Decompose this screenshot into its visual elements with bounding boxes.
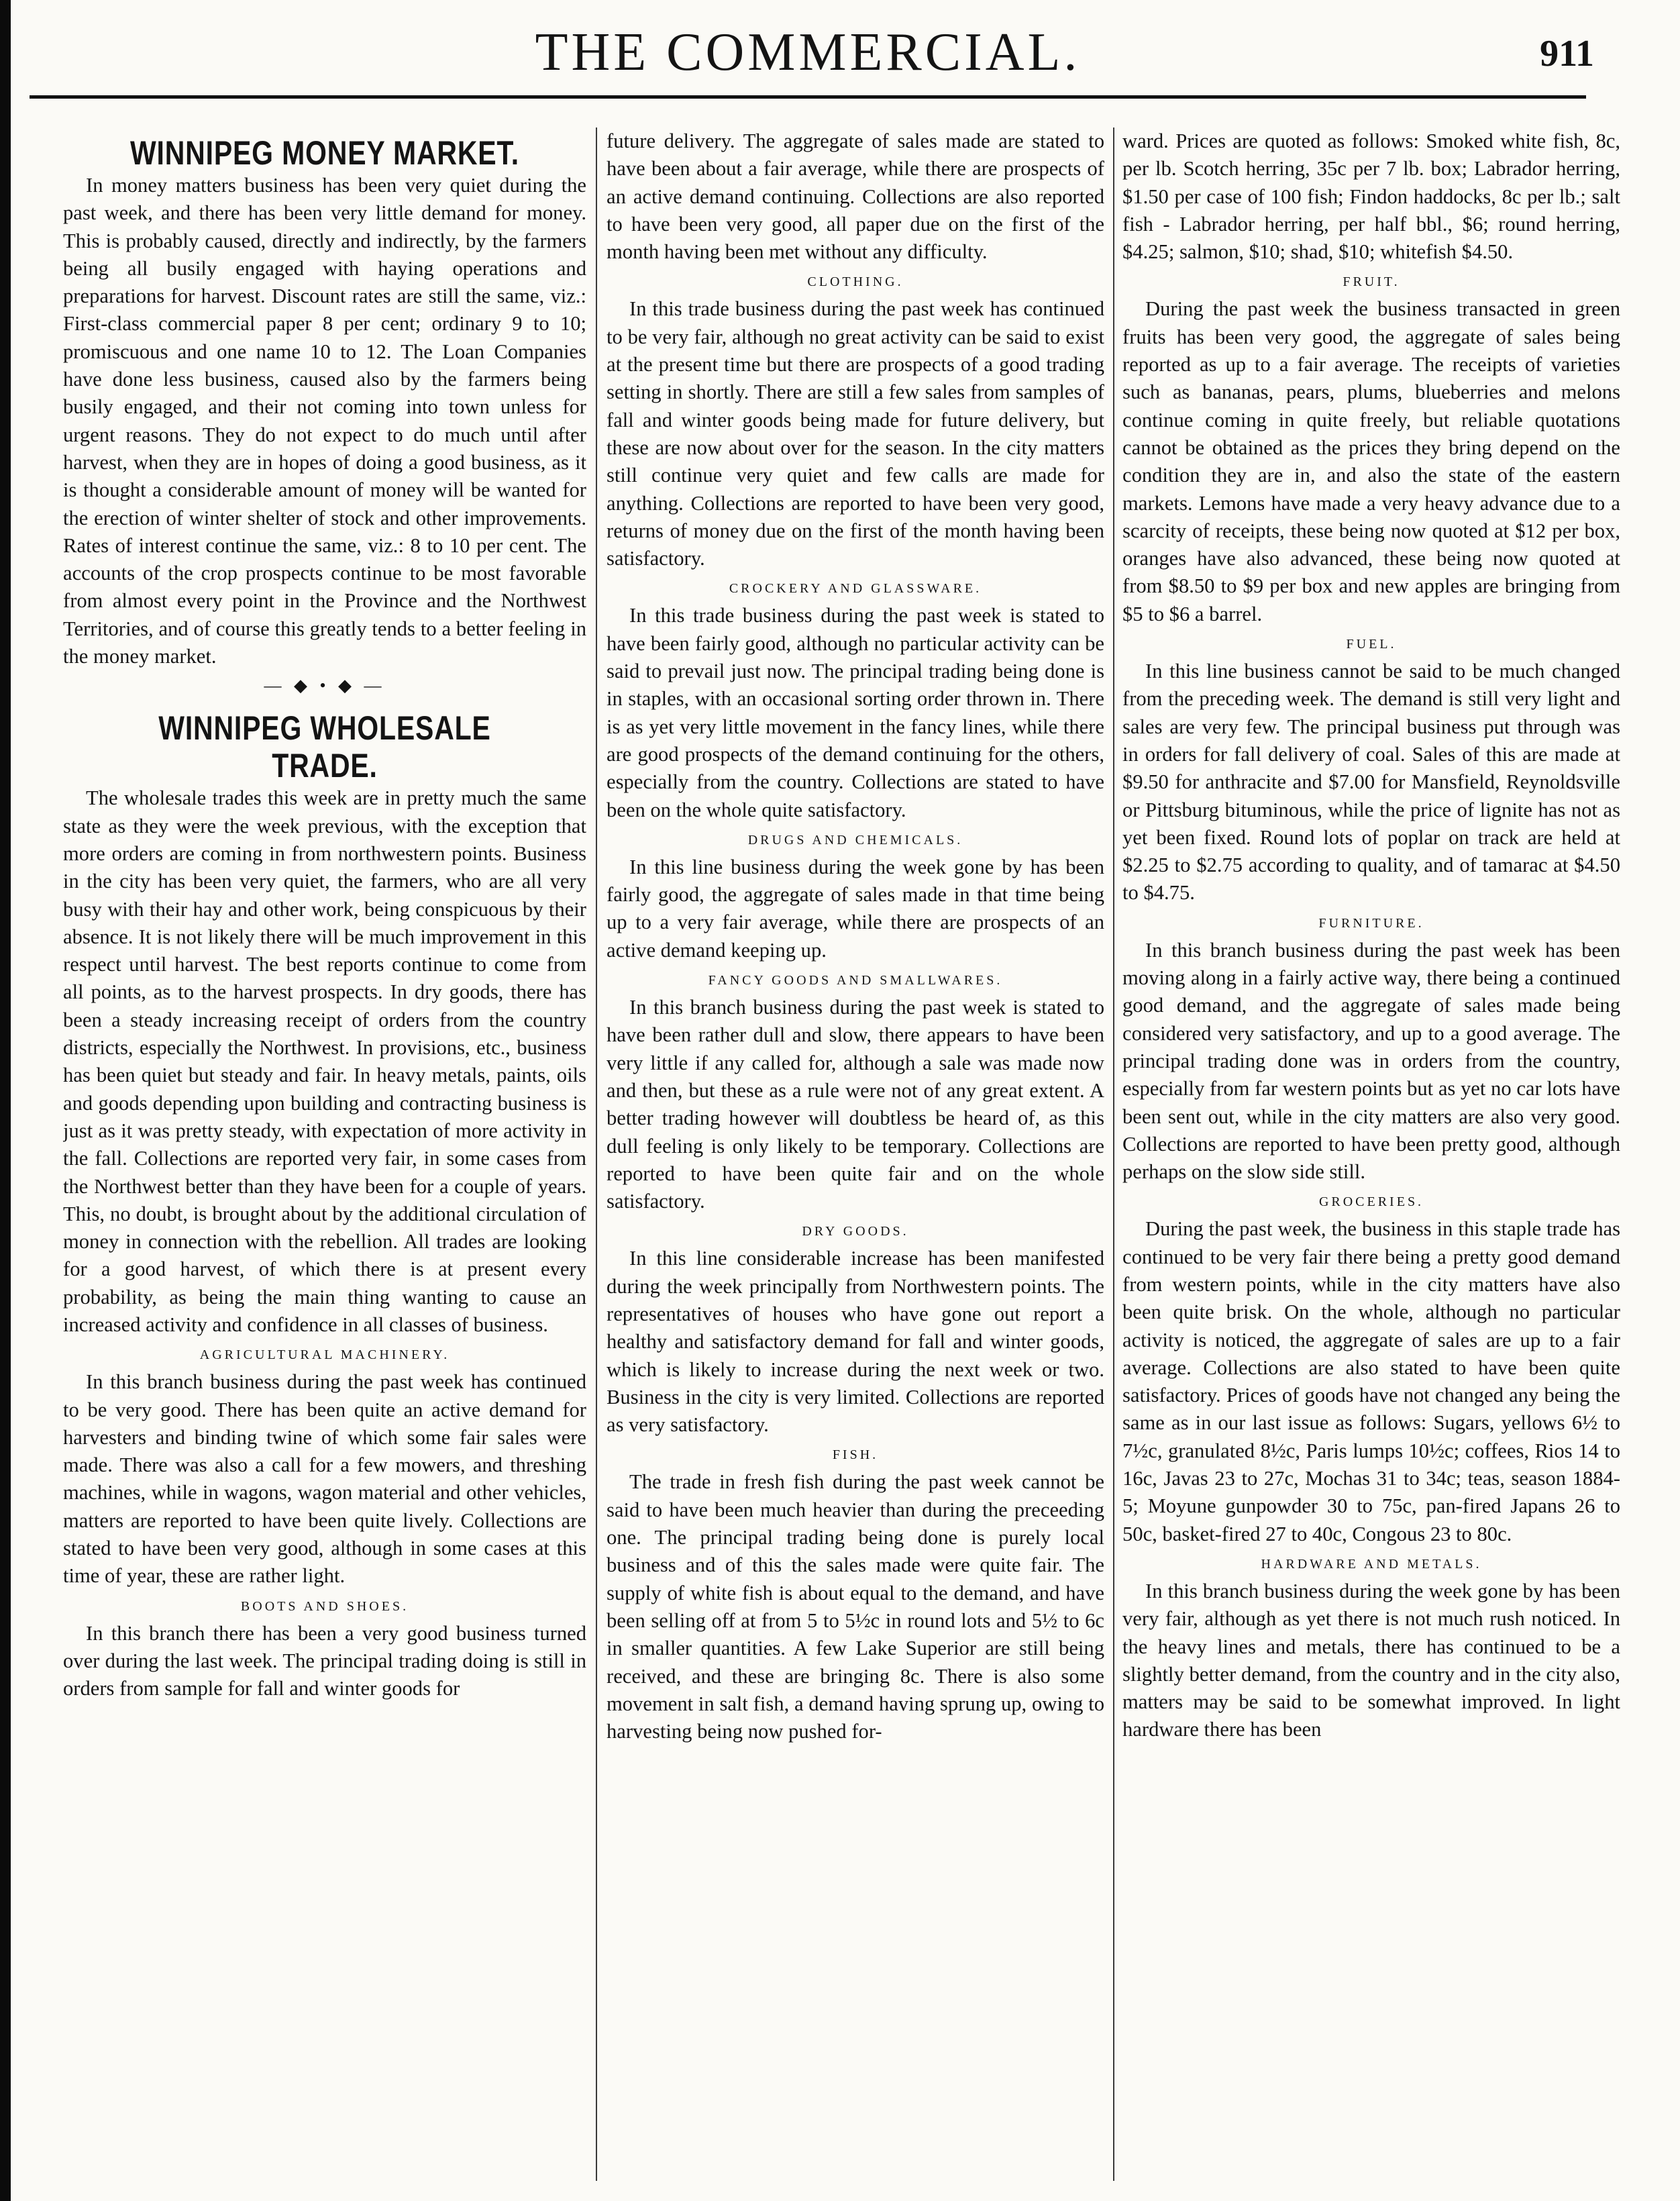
crockery-text: In this trade business during the past week is stated to have been fairly good, although no particular activity can be said to prevail just now. The principal trading being done is in staples, with an occasional sorting order thrown in. There is as yet very little movement in the fancy lines, while there are good prospects of the demand continuing for the others, especially from the country. Collections are stated to have been on the whole quite satisfactory. bbox=[607, 604, 1104, 821]
furniture-text: In this branch business during the past week has been moving along in a fairly active way, there being a continued good demand, and the aggregate of sales made being considered very satisfactory, and up to a good average. The principal trading done was in orders from the country, especially from far western points but as yet no car lots have been sent out, while in the city matters are also very good. Collections are reported to have been pretty good, although perhaps on the slow side still. bbox=[1122, 938, 1620, 1184]
wholesale-trade-intro: The wholesale trades this week are in pretty much the same state as they were the week previous, with the exception that more orders are coming in from northwestern points. Business in the city has been very quiet, the farmers, who are all very busy with their hay and other work, being conspicuous by their absence. It is not likely there will be much improvement in this respect until harvest. The best reports continue to come from all points, as to the harvest prospects. In dry goods, there has been a steady increasing receipt of orders from the country districts, especially the Northwest. In provisions, etc., business has been quiet but steady and fair. In heavy metals, paints, oils and goods depending upon building and contracting business is just as it was pretty steady, with expectation of more activity in the fall. Collections are reported very fair, in some cases from the Northwest better than they have been for a couple of years. This, no doubt, is brought about by the additional circulation of money in connection with the rebellion. All trades are looking for a good harvest, of which there is at present every probability, as being the main thing wanting to cause an increased activity and confidence in all classes of business. bbox=[63, 786, 586, 1336]
fruit-heading: FRUIT. bbox=[1343, 274, 1400, 290]
money-market-article: In money matters business has been very quiet during the past week, and there has been very little demand for money. This is probably caused, directly and indirectly, by the farmers being all busily engaged with haying operations and preparations for harvest. Discount rates are still the same, viz.: First-class commercial paper 8 per cent; ordinary 9 to 10; promiscuous and one name 10 to 12. The Loan Companies have done less business, caused also by the farmers being busily engaged, and their not coming into town unless for urgent reasons. They do not expect to do much until after harvest, when they are in hopes of doing a good business, as it is thought a considerable amount of money will be wanted for the erection of winter shelter of stock and other improvements. Rates of interest continue the same, viz.: 8 to 10 per cent. The accounts of the crop prospects continue to be most favorable from almost every point in the Province and the Northwest Territories, and of course this greatly tends to a better feeling in the money market. bbox=[63, 174, 586, 668]
column-2 bbox=[607, 127, 1104, 2188]
drugs-text: In this line business during the week gone by has been fairly good, the aggregate of sales made in that time being up to a very fair average, while there are prospects of an active demand keeping up. bbox=[607, 855, 1104, 962]
column-1 bbox=[63, 127, 586, 2188]
fuel-heading: FUEL. bbox=[1346, 637, 1397, 652]
drugs-heading: DRUGS AND CHEMICALS. bbox=[747, 832, 963, 848]
fish-text: The trade in fresh fish during the past week cannot be said to have been much heavier than during the preceeding one. The principal trading being done is purely local business and of this the sales made were quite fair. The supply of white fish is about equal to the demand, and have been selling off at from 5 to 5½c in round lots and 5½ to 6c in smaller quantities. A few Lake Superior are still being received, and these are bringing 8c. There is also some movement in salt fish, a demand having sprung up, owing to harvesting being now pushed for- bbox=[607, 1470, 1104, 1743]
wholesale-trade-headline: WINNIPEG WHOLESALE TRADE. bbox=[158, 709, 491, 785]
dry-goods-text: In this line considerable increase has been manifested during the week principally from Northwestern points. The representatives of houses who have gone out report a healthy and satisfactory demand for fall and winter goods, which is likely to increase during the next week or two. Business in the city is very limited. Collections are reported as very satisfactory. bbox=[607, 1247, 1104, 1437]
fancy-goods-heading: FANCY GOODS AND SMALLWARES. bbox=[708, 973, 1003, 988]
page-edge-rule bbox=[0, 0, 11, 2201]
clothing-heading: CLOTHING. bbox=[807, 274, 904, 290]
furniture-heading: FURNITURE. bbox=[1318, 915, 1424, 931]
hardware-heading: HARDWARE AND METALS. bbox=[1261, 1556, 1482, 1572]
column-rule bbox=[1113, 127, 1114, 2181]
column-3 bbox=[1122, 127, 1620, 2188]
dry-goods-heading: DRY GOODS. bbox=[802, 1224, 909, 1239]
fruit-text: During the past week the business transacted in green fruits has been very good, the aggregate of sales being reported as up to a fair average. The receipts of varieties such as bananas, pears, plums, blueberries and melons continue coming in quite freely, but reliable quotations cannot be obtained as the prices they bring depend on the condition they are in, and also the state of the eastern markets. Lemons have made a very heavy advance due to a scarcity of receipts, these being now quoted at $12 per box, oranges have also advanced, these being now quoted at from $8.50 to $9 per box and new apples are bringing from $5 to $6 a barrel. bbox=[1122, 297, 1620, 625]
money-market-headline: WINNIPEG MONEY MARKET. bbox=[130, 134, 519, 172]
boots-shoes-text: In this branch there has been a very good business turned over during the last week. The principal trading doing is still in orders from sample for fall and winter goods for bbox=[63, 1621, 586, 1700]
groceries-heading: GROCERIES. bbox=[1318, 1194, 1424, 1210]
page-number: 911 bbox=[1540, 33, 1594, 74]
boots-shoes-continued: future delivery. The aggregate of sales made are stated to have been about a fair average, while there are prospects of an active demand continuing. Collections are also reported to have been very good, all paper due on the first of the month having been met without any difficulty. bbox=[607, 130, 1104, 264]
column-rule bbox=[596, 127, 597, 2181]
fuel-text: In this line business cannot be said to be much changed from the preceding week. The demand is still very light and sales are very few. The principal business put through was in orders for fall delivery of coal. Sales of this are made at $9.50 for anthracite and $7.00 for Mansfield, Reynoldsville or Pittsburg bituminous, while the price of lignite has not as yet been fixed. Round lots of poplar on track are held at $2.25 to $2.75 according to quality, and of tamarac at $4.50 to $4.75. bbox=[1122, 660, 1620, 905]
boots-shoes-heading: BOOTS AND SHOES. bbox=[240, 1598, 409, 1614]
clothing-text: In this trade business during the past week has continued to be very fair, although no great activity can be said to exist at the present time but there are prospects of a good trading setting in shortly. There are still a few sales from samples of fall and winter goods being made for future delivery, but these are now about over for the season. In the city matters still continue very quiet and few calls are made for anything. Collections are reported to have been very good, returns of money due on the first of the month having been satisfactory. bbox=[607, 297, 1104, 570]
groceries-text: During the past week, the business in this staple trade has continued to be very fair there being a pretty good demand from western points, while in the city matters have also been quite brisk. On the whole, although no particular activity is noticed, the aggregate of sales are up to a fair average. Collections are also stated to have been quite satisfactory. Prices of goods have not changed any being the same as in our last issue as follows: Sugars, yellows 6½ to 7½c, granulated 8½c, Paris lumps 10½c; coffees, Rios 14 to 16c, Javas 23 to 27c, Mochas 31 to 34c; teas, season 1884-5; Moyune gunpowder 30 to 75c, pan-fired Japans 26 to 50c, basket-fired 27 to 40c, Congous 23 to 80c. bbox=[1122, 1217, 1620, 1545]
agricultural-machinery-text: In this branch business during the past week has continued to be very good. There has been quite an active demand for harvesters and binding twine of which some fair sales were made. There was also a call for a few mowers, and threshing machines, while in wagons, wagon material and other vehicles, matters are reported to have been quite lively. Collections are stated to have been very good, although in some cases at this time of year, these are rather light. bbox=[63, 1370, 586, 1588]
fancy-goods-text: In this branch business during the past week is stated to have been rather dull and slow, there appears to have been very little if any called for, although a sale was made now and then, but these as a rule were not of any great extent. A better trading however will doubtless be heard of, as this dull feeling is only likely to be temporary. Collections are reported to have been quite fair and on the whole satisfactory. bbox=[607, 996, 1104, 1213]
masthead bbox=[30, 16, 1594, 99]
agricultural-machinery-heading: AGRICULTURAL MACHINERY. bbox=[199, 1347, 450, 1363]
newspaper-title: THE COMMERCIAL. bbox=[535, 23, 1081, 82]
section-ornament: — ◆ • ◆ — bbox=[264, 676, 386, 696]
hardware-text: In this branch business during the week gone by has been very fair, although as yet there is not much rush noticed. In the heavy lines and metals, there has continued to be a slightly better demand, from the country and in the city also, matters may be said to be somewhat improved. In light hardware there has been bbox=[1122, 1579, 1620, 1741]
crockery-heading: CROCKERY AND GLASSWARE. bbox=[729, 581, 982, 597]
fish-heading: FISH. bbox=[832, 1447, 879, 1463]
fish-continued: ward. Prices are quoted as follows: Smoked white fish, 8c, per lb. Scotch herring, 35c per 7 lb. box; Labrador herring, $1.50 per case of 100 fish; Findon haddocks, 8c per lb.; salt fish - Labrador herring, per half bbl., $6; round herring, $4.25; salmon, $10; shad, $10; whitefish $4.50. bbox=[1122, 130, 1620, 264]
